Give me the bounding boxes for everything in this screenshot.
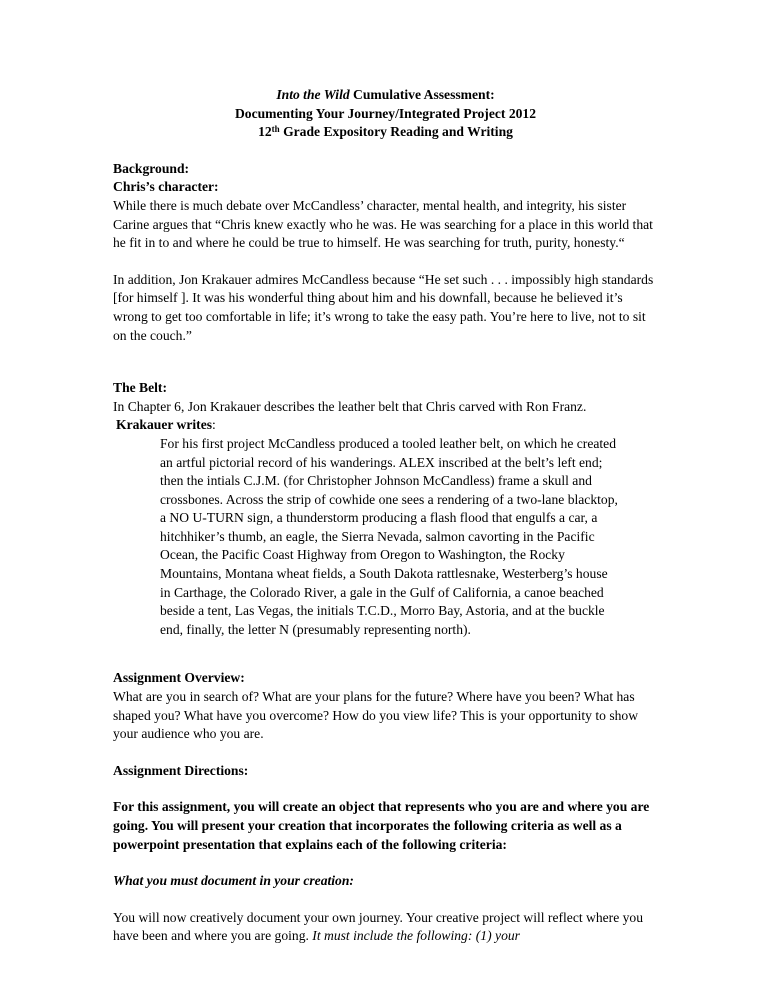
final-paragraph-text: You will now creatively document your own journey. Your creative project will reflect where you have been and where you are going.	[113, 909, 644, 944]
overview-heading: Assignment Overview:	[113, 670, 245, 686]
grade-number: 12	[258, 124, 272, 140]
course-name: Grade Expository Reading and Writing	[279, 124, 513, 140]
document-title	[113, 86, 658, 142]
krakauer-writes-label	[113, 416, 658, 435]
background-heading: Background:	[113, 160, 190, 176]
grade-suffix: th	[271, 124, 280, 135]
belt-heading: The Belt:	[113, 380, 167, 396]
final-paragraph	[113, 909, 658, 946]
background-paragraph-1: While there is much debate over McCandless’ character, mental health, and integrity, his sister Carine argues that “Chris knew exactly who he was. He was searching for a place in this world that he fit in to and where he could be true to himself. He was searching for truth, purity, honesty.“	[113, 197, 653, 251]
directions-heading: Assignment Directions:	[113, 762, 249, 778]
directions-bold-paragraph: For this assignment, you will create an object that represents who you are and where you are going. You will present your creation that incorporates the following criteria as well as a powerpoint presentation that explains each of the following criteria:	[113, 799, 650, 852]
must-document-heading: What you must document in your creation:	[113, 873, 354, 889]
title-line-1	[113, 86, 658, 105]
title-line-2: Documenting Your Journey/Integrated Project 2012	[234, 105, 537, 121]
title-line-1-rest: Cumulative Assessment:	[349, 87, 495, 102]
writes-colon: :	[212, 417, 216, 433]
overview-text: What are you in search of? What are your plans for the future? Where have you been? What has shaped you? What have you overcome? How do you view life? This is your opportunity to show your audience who you are.	[113, 689, 639, 742]
book-title: Into the Wild	[276, 87, 350, 102]
writes-label-text: Krakauer writes	[116, 417, 213, 433]
character-subheading: Chris’s character:	[113, 179, 219, 195]
background-paragraph-2: In addition, Jon Krakauer admires McCandless because “He set such . . . impossibly high standards [for himself ]. It was his wonderful thing about him and his downfall, because he believed it’s wrong to get too comfortable in life; it’s wrong to take the easy path. You’re here to live, not to sit on the couch.”	[113, 271, 654, 343]
belt-intro: In Chapter 6, Jon Krakauer describes the leather belt that Chris carved with Ron Franz.	[113, 398, 587, 414]
title-line-3	[113, 123, 658, 142]
document-body	[113, 86, 658, 946]
belt-quote: For his first project McCandless produced a tooled leather belt, on which he created an artful pictorial record of his wanderings. ALEX inscribed at the belt’s left end; then the intials C.J.M. (for Christopher Johnson McCandless) frame a skull and crossbones. Across the strip of cowhide one sees a rendering of a two-lane blacktop, a NO U-TURN sign, a thunderstorm producing a flash flood that engulfs a car, a hitchhiker’s thumb, an eagle, the Sierra Nevada, salmon cavorting in the Pacific Ocean, the Pacific Coast Highway from Oregon to Washington, the Rocky Mountains, Montana wheat fields, a South Dakota rattlesnake, Westerberg’s house in Carthage, the Colorado River, a gale in the Gulf of California, a canoe beached beside a tent, Las Vegas, the initials T.C.D., Morro Bay, Astoria, and at the buckle end, finally, the letter N (presumably representing north).	[160, 435, 618, 637]
final-paragraph-italic: It must include the following: (1) your	[312, 928, 520, 944]
